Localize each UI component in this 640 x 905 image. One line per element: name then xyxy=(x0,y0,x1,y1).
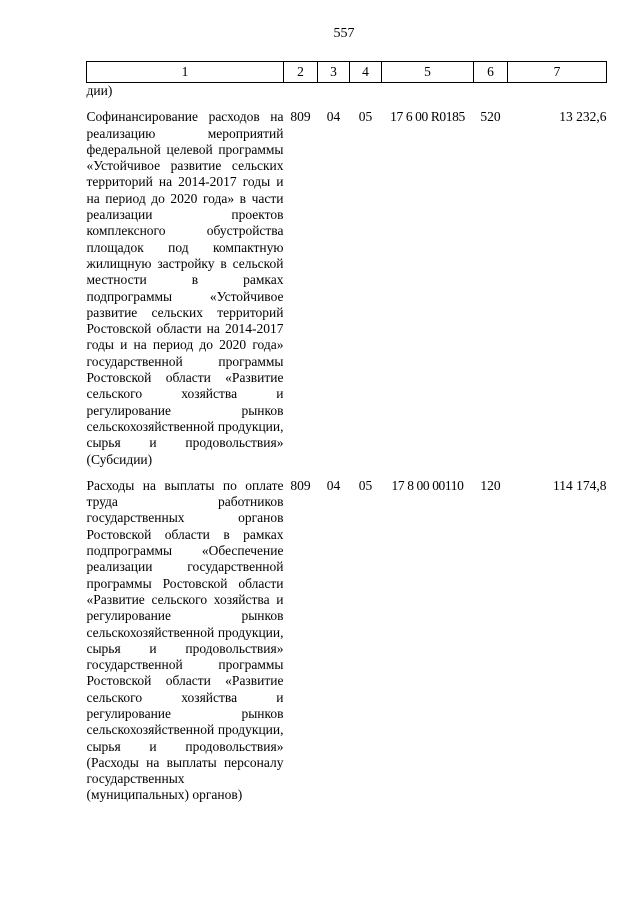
table-body xyxy=(87,83,607,804)
header-col-2: 2 xyxy=(284,62,318,83)
continuation-text: дии) xyxy=(86,83,113,98)
row-description: Расходы на выплаты по оплате труда работников государственных органов Ростовской области в рамках подпрограммы «Обеспечение реализации государственной программы Ростовской области «Развитие сельского хозяйства и регулирование рынков сельскохозяйственной продукции, сырья и продовольствия» государственной программы Ростовской области «Развитие сельского хозяйства и регулирование рынков сельскохозяйственной продукции, сырья и продовольствия» (Расходы на выплаты персоналу государственных (муниципальных) органов) xyxy=(86,477,284,803)
row-subsection-code: 05 xyxy=(358,109,373,125)
row-amount: 114 174,8 xyxy=(553,477,607,493)
row-expense-type: 520 xyxy=(480,109,501,125)
header-col-1: 1 xyxy=(87,62,284,83)
row-section-code: 04 xyxy=(326,109,341,125)
row-target-article: 17 8 00 00110 xyxy=(391,477,464,493)
header-col-3: 3 xyxy=(318,62,350,83)
header-col-6: 6 xyxy=(474,62,508,83)
row-subsection-code: 05 xyxy=(358,477,373,493)
header-col-7: 7 xyxy=(508,62,607,83)
row-expense-type: 120 xyxy=(480,477,501,493)
budget-table xyxy=(86,61,607,804)
row-description: Софинансирование расходов на реализацию мероприятий федеральной целевой программы «Устойчивое развитие сельских территорий на 2014-2017 годы и на период до 2020 года» в части реализации проектов комплексного обустройства площадок под компактную жилищную застройку в сельской местности в рамках подпрограммы «Устойчивое развитие сельских территорий Ростовской области на 2014-2017 годы и на период до 2020 года» государственной программы Ростовской области «Развитие сельского хозяйства и регулирование рынков сельскохозяйственной продукции, сырья и продовольствия» (Субсидии) xyxy=(86,109,284,467)
row-section-code: 04 xyxy=(326,477,341,493)
row-target-article: 17 6 00 R0185 xyxy=(390,109,465,125)
table-row xyxy=(87,99,607,468)
continuation-row xyxy=(87,83,607,100)
header-col-4: 4 xyxy=(350,62,382,83)
table-header xyxy=(87,62,607,83)
row-ministry-code: 809 xyxy=(290,109,311,125)
page-number: 557 xyxy=(333,26,355,41)
header-col-5: 5 xyxy=(382,62,474,83)
header-row xyxy=(87,62,607,83)
row-ministry-code: 809 xyxy=(290,477,311,493)
table-row xyxy=(87,468,607,804)
row-amount: 13 232,6 xyxy=(559,109,607,125)
